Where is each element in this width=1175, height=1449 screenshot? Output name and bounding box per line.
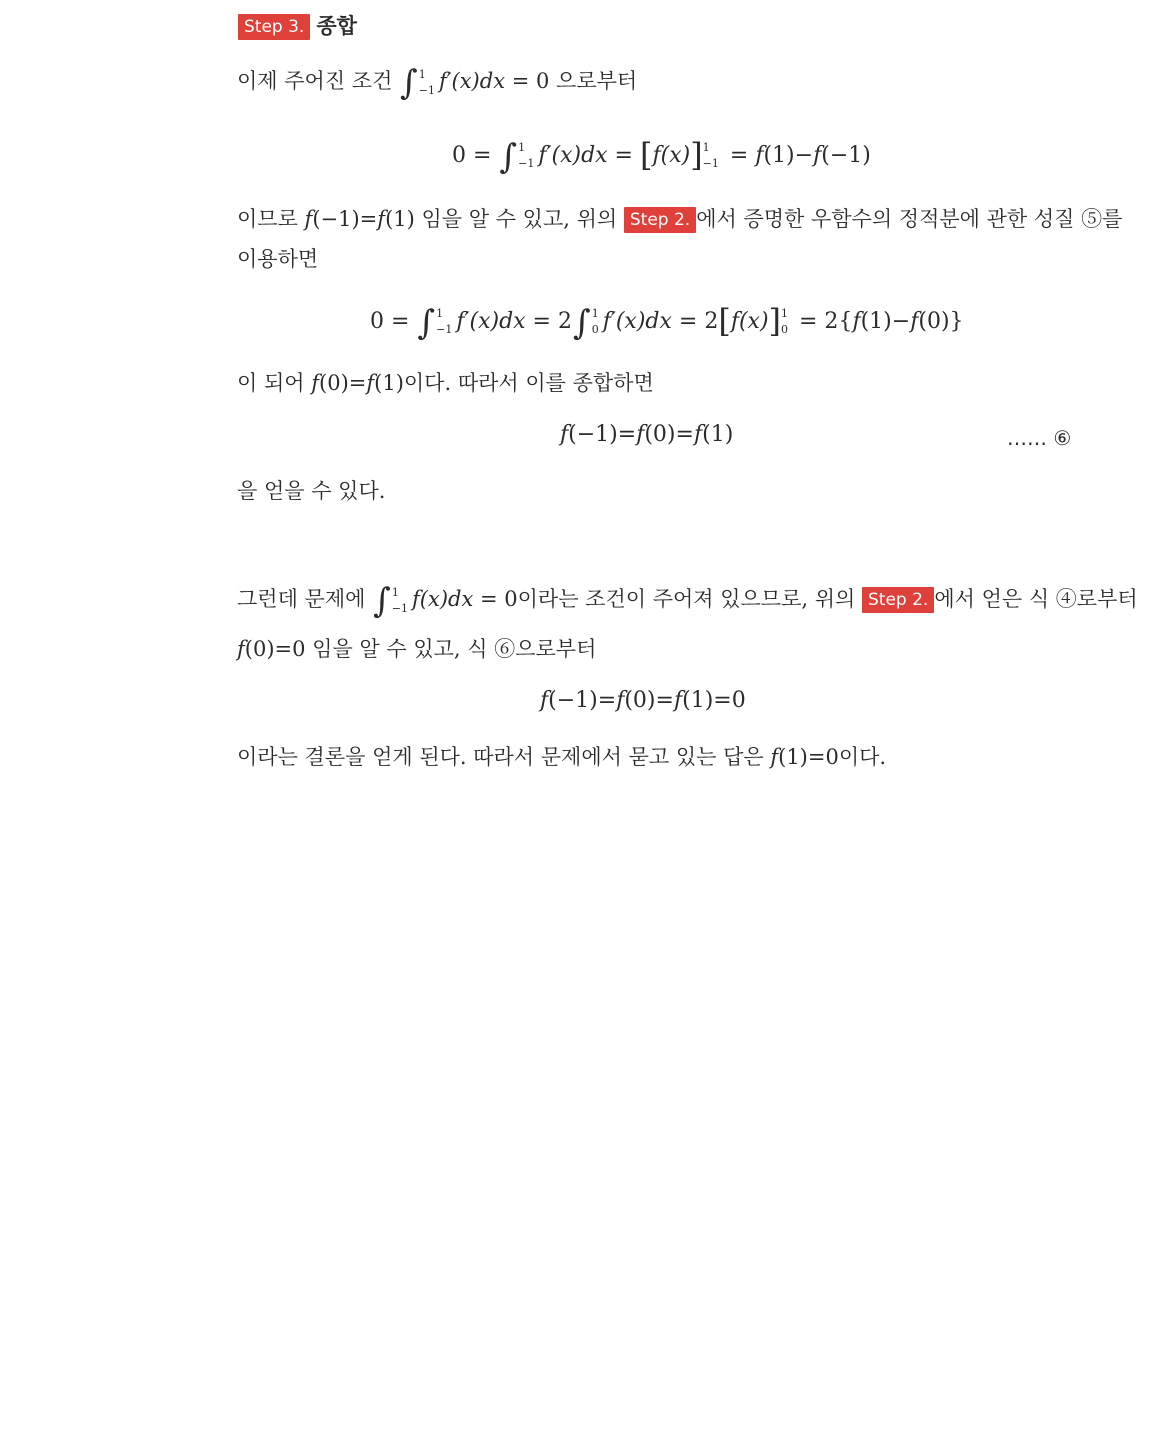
section-heading	[238, 10, 357, 40]
step2-badge: Step 2.	[624, 207, 696, 233]
paragraph-f0-zero: f(0)=0 임을 알 수 있고, 식 ⑥으로부터	[237, 637, 597, 661]
step-badge: Step 3.	[238, 14, 310, 40]
math-f0-zero: f(0)=0	[237, 637, 306, 661]
paragraph-obtain: 을 얻을 수 있다.	[237, 479, 386, 503]
equation-marker-6: …… ⑥	[1007, 426, 1072, 450]
paragraph-symmetry-line2: 이용하면	[237, 247, 319, 271]
paragraph-result: 이 되어 f(0)=f(1)이다. 따라서 이를 종합하면	[237, 371, 654, 395]
paragraph-problem-condition: 그런데 문제에 ∫ 1 −1 f(x)dx = 0이라는 조건이 주어져 있으므로, 위의 Step 2. 에서 얻은 식 ④로부터	[237, 581, 1138, 621]
paragraph-condition: 이제 주어진 조건 ∫ 1 −1 f′(x)dx = 0 으로부터	[237, 63, 638, 103]
paragraph-conclusion: 이라는 결론을 얻게 된다. 따라서 문제에서 묻고 있는 답은 f(1)=0이다.	[237, 745, 887, 769]
equation-1: 0 = ∫ 1 −1 f′(x)dx = [f(x)] 1 −1 = f(1)−f(−1)	[452, 136, 871, 177]
equation-2: 0 = ∫ 1 −1 f′(x)dx = 2∫ 1 0 f′(x)dx = 2[f(x)] 1 0 = 2{f(1)−f(0)}	[370, 302, 964, 343]
math-fm1-eq-f1: f(−1)=f(1)	[304, 207, 415, 231]
step2-badge-second: Step 2.	[862, 587, 934, 613]
math-integral-condition: ∫ 1 −1 f′(x)dx = 0	[400, 63, 550, 103]
math-integral-f-zero: ∫ 1 −1 f(x)dx = 0	[373, 581, 518, 621]
equation-3: f(−1)=f(0)=f(1)	[560, 422, 734, 447]
paragraph-symmetry: 이므로 f(−1)=f(1) 임을 알 수 있고, 위의 Step 2. 에서 증명한 우함수의 정적분에 관한 성질 ⑤를	[237, 207, 1123, 231]
equation-4: f(−1)=f(0)=f(1)=0	[540, 688, 746, 713]
section-title: 종합	[316, 14, 357, 38]
math-answer: f(1)=0	[770, 745, 839, 769]
math-f0-eq-f1: f(0)=f(1)	[311, 371, 404, 395]
